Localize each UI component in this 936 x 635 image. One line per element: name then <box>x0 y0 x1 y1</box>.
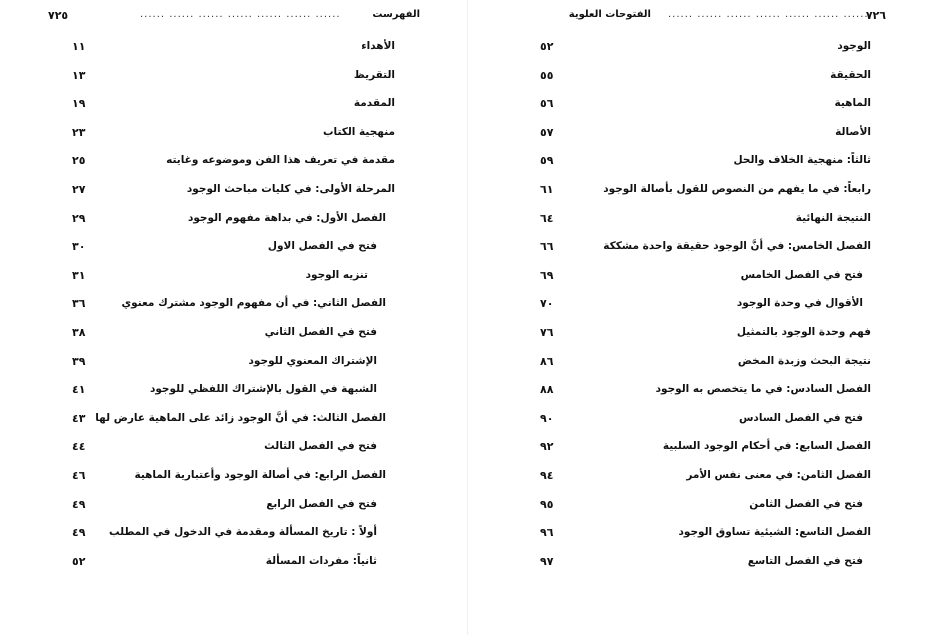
toc-entry <box>468 355 936 377</box>
toc-entry-title: الحقيقة <box>830 68 871 81</box>
right-header-dots: ...... ...... ...... ...... ...... ...... ...... <box>668 9 869 20</box>
toc-entry <box>468 469 936 491</box>
toc-entry <box>468 69 936 91</box>
toc-entry-page: ٤٣ <box>72 411 86 425</box>
toc-entry <box>468 326 936 348</box>
toc-entry-title: فتح في الفصل الخامس <box>740 268 863 281</box>
toc-entry-title: فتح في الفصل السادس <box>738 411 863 424</box>
toc-entry-title: الأصالة <box>835 125 871 138</box>
right-page-header <box>468 9 936 27</box>
toc-entry <box>0 355 468 377</box>
toc-entry-page: ٥٧ <box>540 125 554 139</box>
toc-entry-page: ١٣ <box>72 68 86 82</box>
toc-entry-title: نتيجة البحث وزبدة المخض <box>737 354 871 367</box>
toc-entry-page: ٤١ <box>72 383 86 397</box>
toc-entry-page: ٩٥ <box>540 497 554 511</box>
toc-entry <box>468 297 936 319</box>
toc-entry-title: فتح في الفصل الثامن <box>749 497 863 510</box>
toc-entry-page: ٤٤ <box>72 440 86 454</box>
toc-entry-title: الإشتراك المعنوي للوجود <box>248 354 377 367</box>
toc-entry <box>468 383 936 405</box>
toc-entry-page: ٤٩ <box>72 497 86 511</box>
toc-entry-title: الفصل الثامن: في معنى نفس الأمر <box>686 469 871 481</box>
toc-entry-page: ٦٦ <box>540 240 554 254</box>
toc-entry-page: ٨٨ <box>540 383 554 397</box>
toc-entry-page: ٧٦ <box>540 326 554 339</box>
toc-entry-title: ثانياً: مفردات المسألة <box>265 554 377 567</box>
toc-entry-page: ٥٢ <box>72 554 86 568</box>
toc-entry <box>468 526 936 548</box>
toc-entry-title: الفصل السادس: في ما يتخصص به الوجود <box>655 383 871 396</box>
toc-entry <box>0 183 468 205</box>
toc-entry-page: ٦٤ <box>540 211 554 225</box>
toc-entry <box>468 183 936 205</box>
toc-entry <box>0 555 468 577</box>
toc-entry <box>0 440 468 462</box>
toc-entry-page: ٣٨ <box>72 326 86 339</box>
toc-entry-page: ٤٦ <box>72 469 86 482</box>
toc-entry-page: ٩٠ <box>540 411 554 425</box>
toc-entry-title: النتيجة النهائية <box>795 211 871 224</box>
toc-entry-page: ٣٠ <box>72 240 86 254</box>
toc-entry <box>0 212 468 234</box>
toc-entry-page: ٥٦ <box>540 97 554 111</box>
toc-entry-title: رابعاً: في ما يفهم من النصوص للقول بأصالة الوجود <box>603 183 871 195</box>
left-page-number: ٧٢٥ <box>48 9 69 22</box>
toc-entry-title: الأقوال في وحدة الوجود <box>736 297 863 310</box>
toc-entry <box>0 526 468 548</box>
toc-entry-title: فتح في الفصل الرابع <box>266 497 377 510</box>
toc-entry-page: ٣٩ <box>72 354 86 368</box>
toc-entry-title: فتح في الفصل الاول <box>267 240 377 253</box>
toc-entry-page: ٢٣ <box>72 125 86 139</box>
toc-entry-page: ٣١ <box>72 268 86 282</box>
toc-entry-page: ٩٢ <box>540 440 554 454</box>
toc-entry <box>468 240 936 262</box>
toc-entry-title: فهم وحدة الوجود بالتمثيل <box>736 326 871 338</box>
toc-entry-title: أولاً : تاريخ المسألة ومقدمة في الدخول في المطلب <box>109 526 377 539</box>
toc-entry <box>468 412 936 434</box>
toc-entry-title: الفصل الأول: في بداهة مفهوم الوجود <box>187 211 386 224</box>
toc-entry-title: الماهية <box>834 97 871 110</box>
toc-entry <box>468 555 936 577</box>
toc-entry <box>468 440 936 462</box>
toc-entry-title: الفصل الثالث: في أنَّ الوجود زائد على الماهية عارض لها <box>95 411 386 424</box>
toc-entry-page: ٨٦ <box>540 354 554 368</box>
toc-entry-title: تنزيه الوجود <box>305 268 368 281</box>
toc-entry <box>0 69 468 91</box>
left-header-title: الفهرست <box>372 9 420 20</box>
toc-entry-title: المقدمة <box>353 97 395 110</box>
right-header-title: الفتوحات العلوية <box>568 9 651 20</box>
toc-entry <box>0 498 468 520</box>
toc-entry-page: ٢٧ <box>72 183 86 196</box>
toc-entry-page: ٩٤ <box>540 469 554 482</box>
toc-entry <box>0 40 468 62</box>
toc-entry-page: ٥٩ <box>540 154 554 168</box>
toc-entry <box>0 469 468 491</box>
right-page <box>468 0 936 635</box>
toc-entry <box>0 126 468 148</box>
toc-entry-page: ٤٩ <box>72 526 86 540</box>
toc-entry-title: فتح في الفصل الثاني <box>264 326 377 338</box>
toc-entry <box>0 412 468 434</box>
toc-entry <box>468 498 936 520</box>
toc-entry-page: ٦١ <box>540 183 554 196</box>
toc-entry <box>0 97 468 119</box>
toc-entry-title: ثالثاً: منهجية الخلاف والحل <box>733 154 871 167</box>
toc-entry <box>0 383 468 405</box>
toc-entry <box>468 40 936 62</box>
toc-entry-page: ٥٢ <box>540 40 554 53</box>
toc-entry-page: ٥٥ <box>540 68 554 82</box>
toc-entry-page: ٧٠ <box>540 297 554 311</box>
left-header-dots: ...... ...... ...... ...... ...... ...... ...... <box>140 9 341 20</box>
toc-entry <box>0 154 468 176</box>
toc-entry-page: ٦٩ <box>540 268 554 282</box>
toc-entry-title: التقريظ <box>353 68 395 81</box>
toc-entry-title: الفصل الثاني: في أن مفهوم الوجود مشترك معنوي <box>121 297 386 310</box>
toc-entry <box>0 240 468 262</box>
toc-entry-title: الشبهة في القول بالإشتراك اللفظي للوجود <box>149 383 377 396</box>
toc-entry-title: الفصل الرابع: في أصالة الوجود وأعتبارية الماهية <box>134 469 386 481</box>
toc-entry <box>0 297 468 319</box>
right-page-number: ٧٢٦ <box>865 9 886 22</box>
toc-entry <box>468 126 936 148</box>
toc-entry-title: الفصل التاسع: الشيئية تساوق الوجود <box>678 526 871 539</box>
toc-entry-title: مقدمة في تعريف هذا الفن وموضوعه وغايته <box>166 154 395 167</box>
toc-entry-title: منهجية الكتاب <box>322 125 395 138</box>
toc-entry-title: الفصل السابع: في أحكام الوجود السلبية <box>662 440 871 453</box>
left-page-header <box>0 9 468 27</box>
toc-entry <box>468 154 936 176</box>
toc-entry <box>468 212 936 234</box>
toc-entry-title: الوجود <box>837 40 871 52</box>
toc-entry-page: ١١ <box>72 40 86 53</box>
toc-entry-page: ٢٥ <box>72 154 86 168</box>
toc-entry-page: ٢٩ <box>72 211 86 225</box>
toc-entry-title: الأهداء <box>361 40 395 52</box>
toc-entry-page: ٣٦ <box>72 297 86 311</box>
toc-entry <box>0 269 468 291</box>
toc-entry-title: المرحلة الأولى: في كليات مباحث الوجود <box>186 183 395 195</box>
toc-entry-title: فتح في الفصل التاسع <box>747 554 863 567</box>
toc-entry-page: ٩٦ <box>540 526 554 540</box>
toc-entry-page: ١٩ <box>72 97 86 111</box>
toc-entry-title: فتح في الفصل الثالث <box>264 440 377 453</box>
toc-entry <box>468 269 936 291</box>
toc-entry-title: الفصل الخامس: في أنَّ الوجود حقيقة واحدة مشككة <box>603 240 871 253</box>
toc-entry <box>468 97 936 119</box>
toc-entry-page: ٩٧ <box>540 554 554 568</box>
toc-entry <box>0 326 468 348</box>
